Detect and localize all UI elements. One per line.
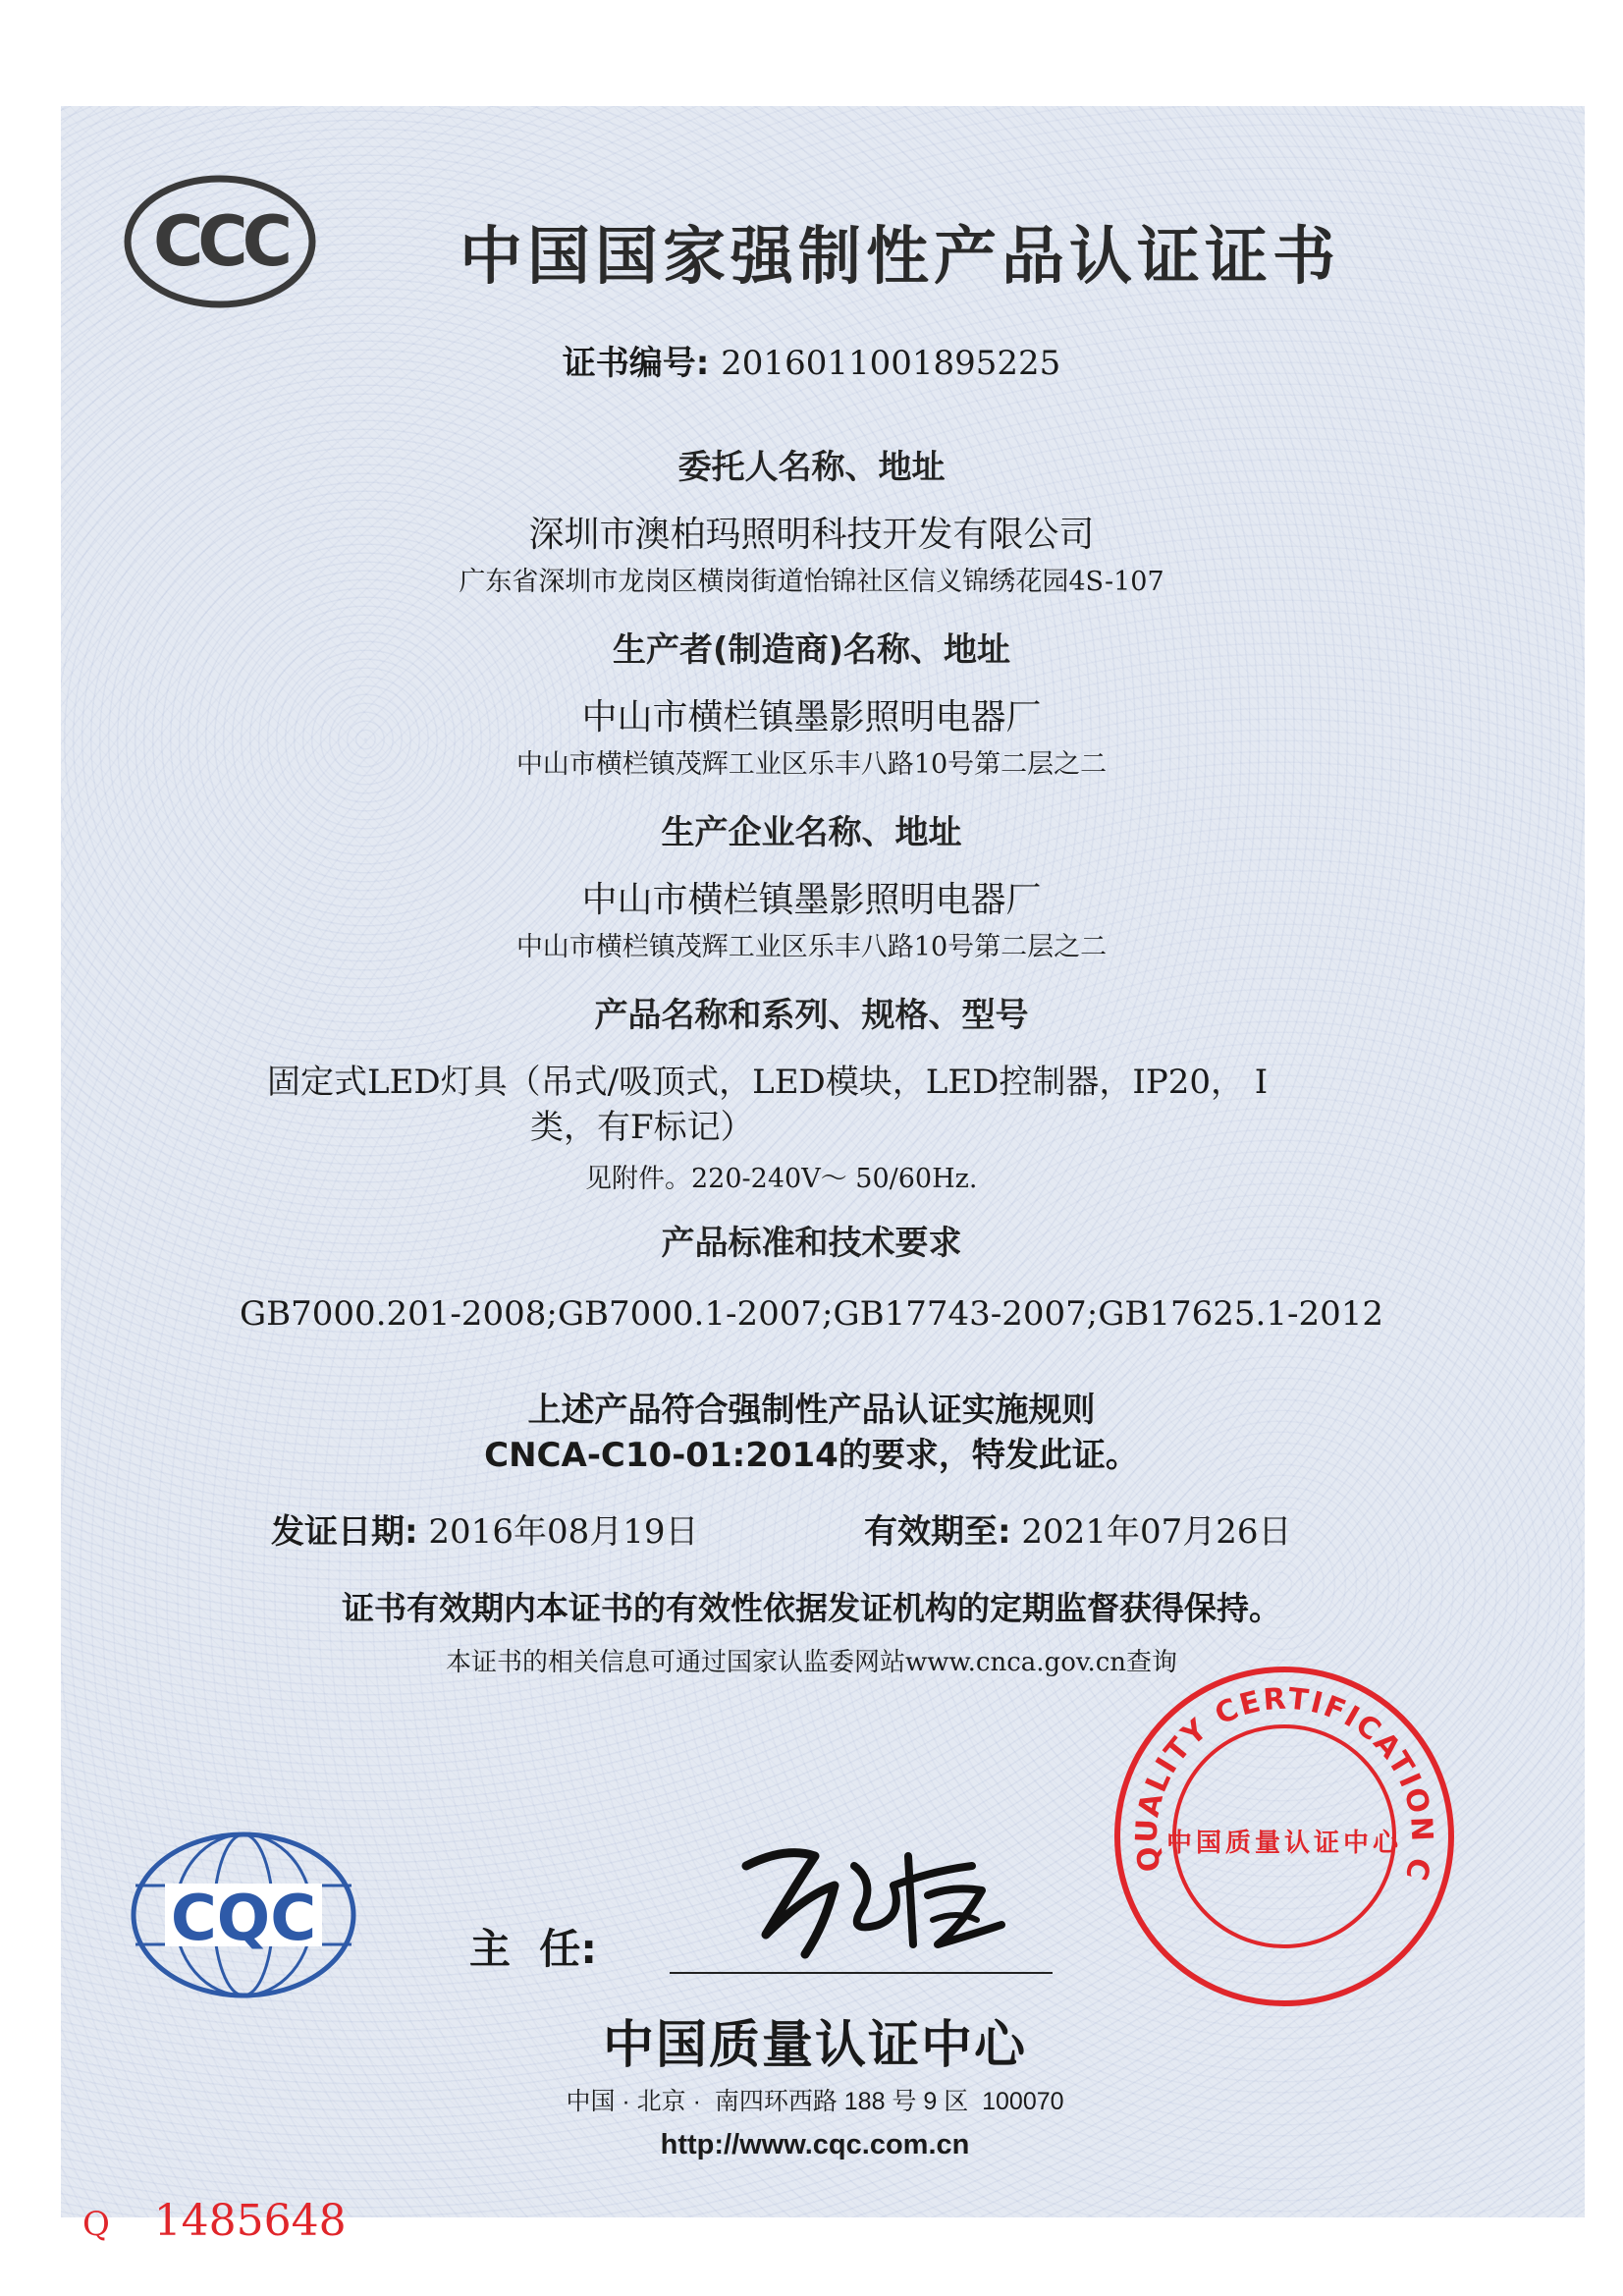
certificate-title: 中国国家强制性产品认证证书 — [460, 221, 1340, 294]
product-line-1: 固定式LED灯具（吊式/吸顶式，LED模块，LED控制器，IP20， I — [267, 1063, 1269, 1102]
applicant-name: 深圳市澳柏玛照明科技开发有限公司 — [528, 515, 1095, 555]
issuer-url-link[interactable]: http://www.cqc.com.cn — [660, 2129, 970, 2160]
validity-note: 证书有效期内本证书的有效性依据发证机构的定期监督获得保持。 — [342, 1589, 1281, 1627]
serial-number — [82, 2196, 347, 2246]
issuer-address: 中国 · 北京 · 南四环西路 188 号 9 区 100070 — [566, 2088, 1064, 2115]
issue-date-label: 发证日期: — [271, 1512, 418, 1552]
factory-name: 中山市横栏镇墨影照明电器厂 — [581, 880, 1042, 920]
certificate-number-value: 2016011001895225 — [721, 344, 1061, 383]
issue-date-value: 2016年08月19日 — [428, 1512, 699, 1552]
applicant-address: 广东省深圳市龙岗区横岗街道怡锦社区信义锦绣花园4S-107 — [459, 567, 1164, 597]
manufacturer-heading: 生产者(制造商)名称、地址 — [612, 630, 1011, 670]
expiry-date-value: 2021年07月26日 — [1021, 1512, 1292, 1552]
statement-line-2: CNCA-C10-01:2014的要求，特发此证。 — [484, 1436, 1139, 1475]
signature-label: 主 任: — [469, 1925, 598, 1973]
issue-date — [271, 1504, 698, 1553]
serial-prefix: Q — [82, 2205, 110, 2244]
product-line-2: 类，有F标记） — [530, 1108, 754, 1147]
ccc-logo-text: CCC — [152, 201, 288, 282]
standards-heading: 产品标准和技术要求 — [661, 1224, 962, 1263]
expiry-date — [864, 1504, 1291, 1553]
standards-list: GB7000.201-2008;GB7000.1-2007;GB17743-2007;GB17625.1-2012 — [240, 1294, 1383, 1334]
statement-line-1: 上述产品符合强制性产品认证实施规则 — [527, 1391, 1096, 1430]
seal-inner-text: 中国质量认证中心 — [1165, 1829, 1403, 1858]
signature-line — [670, 1972, 1053, 1974]
issuer-name: 中国质量认证中心 — [602, 2016, 1027, 2075]
seal-outer-text: QUALITY CERTIFICATION C — [1129, 1681, 1439, 1886]
expiry-date-label: 有效期至: — [864, 1512, 1011, 1552]
applicant-heading: 委托人名称、地址 — [677, 448, 946, 487]
serial-value: 1485648 — [153, 2196, 347, 2246]
manufacturer-name: 中山市横栏镇墨影照明电器厂 — [581, 697, 1042, 738]
website-note: 本证书的相关信息可通过国家认监委网站www.cnca.gov.cn查询 — [445, 1648, 1178, 1677]
official-seal — [1108, 1660, 1461, 2013]
cqc-logo — [126, 1827, 361, 2003]
manufacturer-address: 中山市横栏镇茂辉工业区乐丰八路10号第二层之二 — [515, 749, 1108, 780]
factory-heading: 生产企业名称、地址 — [661, 813, 962, 852]
certificate-number — [0, 336, 1623, 384]
signature-image — [707, 1827, 1021, 1974]
cqc-logo-text: CQC — [170, 1883, 317, 1955]
factory-address: 中山市横栏镇茂辉工业区乐丰八路10号第二层之二 — [515, 932, 1108, 962]
certificate-number-label: 证书编号: — [562, 344, 710, 383]
product-note: 见附件。220-240V～ 50/60Hz. — [585, 1164, 978, 1194]
product-heading: 产品名称和系列、规格、型号 — [594, 996, 1029, 1035]
